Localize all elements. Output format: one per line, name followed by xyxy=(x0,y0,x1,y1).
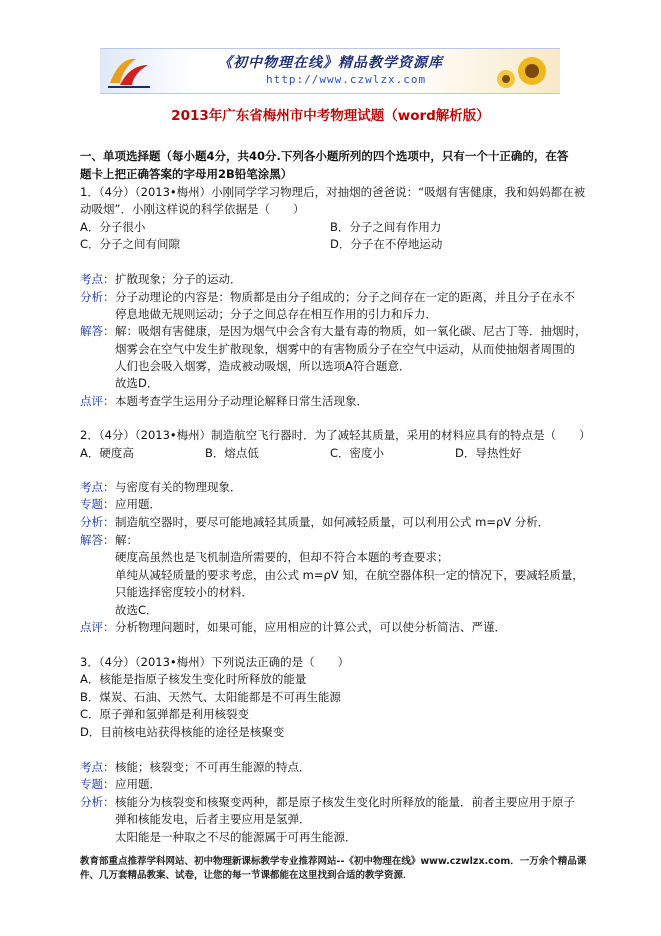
q1-jieda-line1: 解：吸烟有害健康，是因为烟气中会含有大量有毒的物质，如一氧化碳、尼古丁等．抽烟时， xyxy=(115,324,587,338)
q3-kaodian-label: 考点： xyxy=(80,760,115,774)
q1-dianping: 本题考查学生运用分子动理论解释日常生活现象． xyxy=(115,394,368,408)
footer-line1: 教育部重点推荐学科网站、初中物理新课标教学专业推荐网站--《初中物理在线》www.czwlzx.com．一万余个精品课 xyxy=(80,856,587,867)
q2-jieda-label: 解答： xyxy=(80,533,115,547)
q3-fenxi-label: 分析： xyxy=(80,795,115,809)
q1-dianping-label: 点评： xyxy=(80,394,115,408)
q1-jieda-line3: 人们也会吸入烟雾，造成被动吸烟，所以选项A符合题意． xyxy=(115,359,411,373)
q2-jieda-line5: 故选C． xyxy=(115,603,158,617)
q3-fenxi-line3: 太阳能是一种取之不尽的能源属于可再生能源． xyxy=(115,830,357,844)
q2-fenxi: 制造航空器时，要尽可能地减轻其质量，如何减轻质量，可以利用公式 m=ρV 分析． xyxy=(115,515,550,529)
q1-jieda-line2: 烟雾会在空气中发生扩散现象，烟雾中的有害物质分子在空气中运动，从而使抽烟者周围的 xyxy=(115,342,575,356)
q1-stem-line2: 动吸烟”．小刚这样说的科学依据是（ ） xyxy=(80,202,305,216)
q2-kaodian-label: 考点： xyxy=(80,480,115,494)
q1-fenxi-line2: 停息地做无规则运动；分子之间总存在相互作用的引力和斥力． xyxy=(115,307,437,321)
sunflower-icon xyxy=(492,51,556,91)
q2-dianping: 分析物理问题时，如果可能，应用相应的计算公式，可以使分析简洁、严谨． xyxy=(115,620,506,634)
section-heading-line1: 一、单项选择题（每小题4分，共40分.下列各小题所列的四个选项中，只有一个十正确的，在答 xyxy=(80,149,569,163)
q2-option-b: B．熔点低 xyxy=(205,446,259,460)
q2-jieda-line4: 只能选择密度较小的材料． xyxy=(115,585,253,599)
q2-jieda-line1: 解： xyxy=(115,533,138,547)
q3-fenxi-line1: 核能分为核裂变和核聚变两种，都是原子核发生变化时所释放的能量．前者主要应用于原子 xyxy=(115,795,575,809)
section-heading-line2: 题卡上把正确答案的字母用2B铅笔涂黑） xyxy=(80,167,293,181)
q1-fenxi-label: 分析： xyxy=(80,290,115,304)
q3-option-b: B．煤炭、石油、天然气、太阳能都是不可再生能源 xyxy=(80,690,341,704)
q3-stem: 3．（4分）（2013•梅州）下列说法正确的是（ ） xyxy=(80,655,350,669)
q1-option-a: A．分子很小 xyxy=(80,220,146,234)
q2-dianping-label: 点评： xyxy=(80,620,115,634)
q2-stem: 2．（4分）（2013•梅州）制造航空飞行器时．为了减轻其质量，采用的材料应具有的特点是（ ） xyxy=(80,428,591,442)
q1-option-c: C．分子之间有间隙 xyxy=(80,237,181,251)
q1-jieda-label: 解答： xyxy=(80,324,115,338)
q3-zhuanti: 应用题． xyxy=(115,777,161,791)
q1-option-b: B．分子之间有作用力 xyxy=(330,220,442,234)
q1-jieda-line4: 故选D． xyxy=(115,376,159,390)
q3-kaodian: 核能；核裂变；不可再生能源的特点． xyxy=(115,760,311,774)
q1-fenxi-line1: 分子动理论的内容是：物质都是由分子组成的；分子之间存在一定的距离，并且分子在永不 xyxy=(115,290,575,304)
q1-kaodian: 扩散现象；分子的运动． xyxy=(115,272,242,286)
q2-option-d: D．导热性好 xyxy=(455,446,522,460)
q2-jieda-line2: 硬度高虽然也是飞机制造所需要的，但却不符合本题的考查要求； xyxy=(115,550,449,564)
q3-zhuanti-label: 专题： xyxy=(80,777,115,791)
q2-fenxi-label: 分析： xyxy=(80,515,115,529)
site-logo-icon xyxy=(106,53,152,89)
banner-url[interactable]: http://www.czwlzx.com xyxy=(266,73,427,86)
q3-fenxi-line2: 弹和核能发电，后者主要应用是氢弹． xyxy=(115,812,311,826)
q3-option-c: C．原子弹和氢弹都是利用核裂变 xyxy=(80,707,250,721)
q1-kaodian-label: 考点： xyxy=(80,272,115,286)
q1-stem-line1: 1．（4分）（2013•梅州）小刚同学学习物理后，对抽烟的爸爸说：“吸烟有害健康，我和妈妈都在被 xyxy=(80,185,586,199)
page-footer xyxy=(80,855,587,883)
q2-kaodian: 与密度有关的物理现象． xyxy=(115,480,242,494)
header-banner xyxy=(100,48,560,94)
q2-jieda-line3: 单纯从减轻质量的要求考虑，由公式 m=ρV 知，在航空器体积一定的情况下，要减轻质量， xyxy=(115,568,584,582)
q2-zhuanti: 应用题． xyxy=(115,497,161,511)
banner-title: 《初中物理在线》精品教学资源库 xyxy=(218,55,443,71)
q3-option-a: A．核能是指原子核发生变化时所释放的能量 xyxy=(80,672,307,686)
q2-zhuanti-label: 专题： xyxy=(80,497,115,511)
q1-option-d: D．分子在不停地运动 xyxy=(330,237,443,251)
q2-option-c: C．密度小 xyxy=(330,446,385,460)
q2-option-a: A．硬度高 xyxy=(80,446,134,460)
q3-option-d: D．目前核电站获得核能的途径是核聚变 xyxy=(80,725,285,739)
footer-line2: 件、几万套精品教案、试卷，让您的每一节课都能在这里找到合适的教学资源． xyxy=(80,870,413,881)
document-title: 2013年广东省梅州市中考物理试题（word解析版） xyxy=(171,108,490,124)
